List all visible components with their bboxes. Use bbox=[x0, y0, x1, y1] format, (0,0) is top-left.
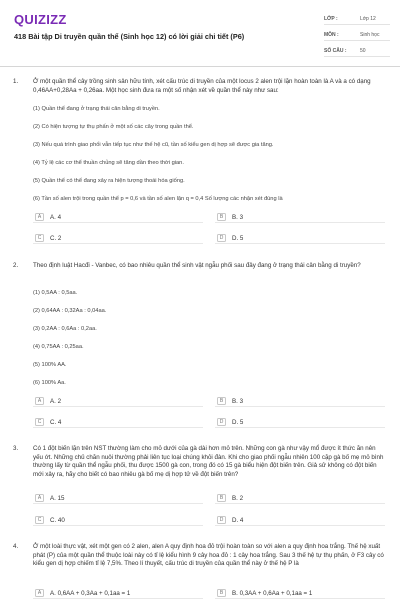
option-key: C bbox=[35, 234, 44, 242]
question-stem: Có 1 đột biến lặn trên NST thường làm cho mỏ dưới của gà dài hơn mỏ trên. Những con gà như vậy mổ được ít thức ăn nên yếu ớt. Những chủ chăn nuôi thường phải liên tục loại chúng khỏi đàn. Khi cho giao phối ngẫu nhiên 100 cặp gà bố mẹ mỏ bình thường lấy từ quần thể ngẫu phối, thu được 1500 gà con, trong đó có 15 gà biểu hiện đột biến trên. Giả sử không có đột biến mới xảy ra, hãy cho biết có bao nhiêu gà bố mẹ dị hợp tử về đột biến trên? bbox=[33, 445, 384, 478]
statement: (3) Nếu quá trình giao phối vẫn tiếp tục như thế hệ cũ, tần số kiểu gen dị hợp sẽ được gia tăng. bbox=[33, 142, 274, 148]
option-b[interactable] bbox=[215, 588, 385, 599]
meta-label: SỐ CÂU : bbox=[324, 48, 347, 54]
statement: (6) Tần số alen trội trong quần thể p = 0,6 và tần số alen lặn q = 0,4 Số lượng các nhận xét đúng là bbox=[33, 196, 283, 202]
option-text: C. 2 bbox=[50, 234, 62, 242]
question-number: 4. bbox=[13, 543, 19, 550]
statement: (1) 0,5AA : 0,5aa. bbox=[33, 290, 78, 296]
option-key: A bbox=[35, 213, 44, 221]
meta-label: MÔN : bbox=[324, 32, 339, 38]
meta-panel bbox=[324, 14, 390, 62]
statement: (1) Quần thể đang ở trạng thái cân bằng di truyền. bbox=[33, 106, 160, 112]
option-c[interactable] bbox=[33, 515, 203, 526]
option-a[interactable] bbox=[33, 212, 203, 223]
statement: (5) 100% AA. bbox=[33, 362, 67, 368]
option-a[interactable] bbox=[33, 493, 203, 504]
meta-value: Sinh học bbox=[360, 32, 380, 38]
option-text: D. 4 bbox=[232, 516, 244, 524]
option-key: A bbox=[35, 589, 44, 597]
option-c[interactable] bbox=[33, 233, 203, 244]
option-key: D bbox=[217, 234, 226, 242]
question-number: 1. bbox=[13, 78, 19, 85]
option-text: B. 3 bbox=[232, 213, 244, 221]
question-stem: Ở một loài thực vật, xét một gen có 2 alen, alen A quy định hoa đỏ trội hoàn toàn so với alen a quy định hoa trắng. Thế hệ xuất phát (P) của một quần thể thuộc loài này có tỉ lệ kiểu hình 9 cây hoa đỏ : 1 cây hoa trắng. Sau 3 thế hệ tự thụ phấn, ở F3 cây có kiểu gen dị hợp chiếm tỉ lệ 7,5%. Theo lí thuyết, cấu trúc di truyền của quần thể này ở thế hệ P là bbox=[33, 543, 384, 568]
meta-value: Lớp 12 bbox=[360, 16, 376, 22]
statement: (2) 0,64AA : 0,32Aa : 0,04aa. bbox=[33, 308, 107, 314]
option-text: A. 15 bbox=[50, 494, 65, 502]
question-stem: Ở một quần thể cây trồng sinh sản hữu tính, xét cấu trúc di truyền của một locus 2 alen trội lặn hoàn toàn là A và a có dạng 0,46AA+0,28Aa + 0,26aa. Một học sinh đưa ra một số nhận xét về quần thể này như sau: bbox=[33, 78, 371, 94]
option-d[interactable] bbox=[215, 515, 385, 526]
option-key: C bbox=[35, 418, 44, 426]
statement: (4) Tỷ lệ các cơ thể thuần chủng sẽ tăng dần theo thời gian. bbox=[33, 160, 184, 166]
option-text: B. 0,3AA + 0,6Aa + 0,1aa = 1 bbox=[232, 589, 313, 597]
meta-row-class bbox=[324, 14, 390, 25]
question-stem: Theo định luật Hacđi - Vanbec, có bao nhiêu quần thể sinh vật ngẫu phối sau đây đang ở trạng thái cân bằng di truyền? bbox=[33, 262, 361, 269]
question-number: 2. bbox=[13, 262, 19, 269]
meta-value: 50 bbox=[360, 48, 366, 54]
option-text: D. 5 bbox=[232, 418, 244, 426]
option-d[interactable] bbox=[215, 417, 385, 428]
meta-row-subject bbox=[324, 30, 390, 41]
option-text: A. 0,6AA + 0,3Aa + 0,1aa = 1 bbox=[50, 589, 131, 597]
option-key: B bbox=[217, 589, 226, 597]
option-text: C. 40 bbox=[50, 516, 65, 524]
quizizz-logo: QUIZIZZ bbox=[14, 12, 67, 27]
statement: (2) Có hiện tượng tự thụ phấn ở một số các cây trong quần thể. bbox=[33, 124, 194, 130]
option-d[interactable] bbox=[215, 233, 385, 244]
option-a[interactable] bbox=[33, 588, 203, 599]
statement: (6) 100% Aa. bbox=[33, 380, 66, 386]
document-header bbox=[0, 0, 400, 62]
option-b[interactable] bbox=[215, 493, 385, 504]
meta-row-question-count bbox=[324, 46, 390, 57]
statement: (3) 0,2AA : 0,6Aa : 0,2aa. bbox=[33, 326, 97, 332]
option-key: D bbox=[217, 516, 226, 524]
option-b[interactable] bbox=[215, 212, 385, 223]
option-text: C. 4 bbox=[50, 418, 62, 426]
option-a[interactable] bbox=[33, 396, 203, 407]
option-key: D bbox=[217, 418, 226, 426]
option-key: B bbox=[217, 494, 226, 502]
option-key: B bbox=[217, 213, 226, 221]
option-text: B. 2 bbox=[232, 494, 244, 502]
option-c[interactable] bbox=[33, 417, 203, 428]
option-key: B bbox=[217, 397, 226, 405]
option-text: A. 2 bbox=[50, 397, 62, 405]
meta-label: LỚP : bbox=[324, 16, 338, 22]
option-key: A bbox=[35, 397, 44, 405]
option-key: C bbox=[35, 516, 44, 524]
question-number: 3. bbox=[13, 445, 19, 452]
option-key: A bbox=[35, 494, 44, 502]
header-divider bbox=[0, 66, 400, 67]
statement: (4) 0,75AA : 0,25aa. bbox=[33, 344, 84, 350]
statement: (5) Quần thể có thể đang xảy ra hiện tượng thoái hóa giống. bbox=[33, 178, 185, 184]
option-b[interactable] bbox=[215, 396, 385, 407]
option-text: B. 3 bbox=[232, 397, 244, 405]
option-text: D. 5 bbox=[232, 234, 244, 242]
option-text: A. 4 bbox=[50, 213, 62, 221]
document-title: 418 Bài tập Di truyền quần thể (Sinh học 12) có lời giải chi tiết (P6) bbox=[14, 32, 245, 41]
